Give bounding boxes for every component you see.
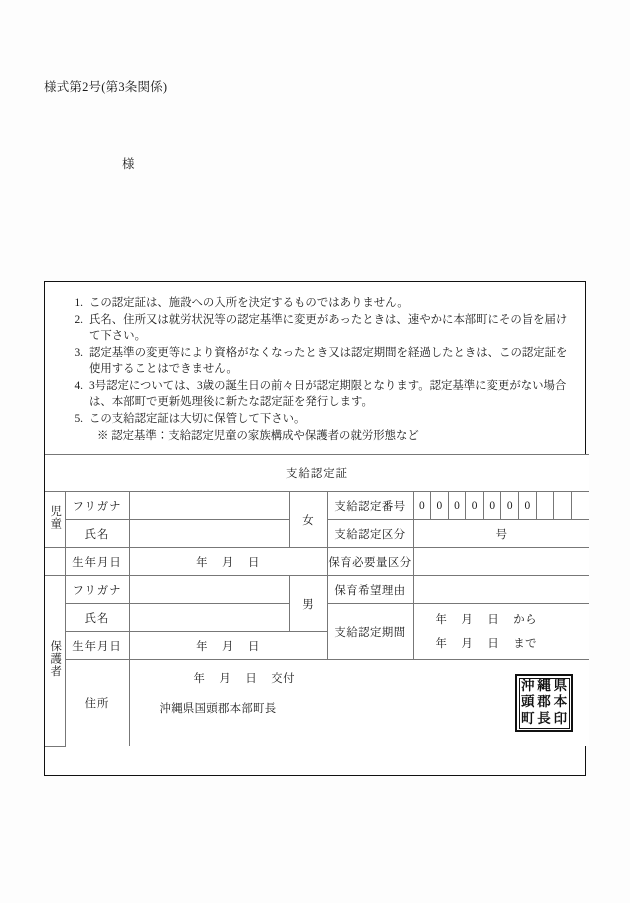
- cert-number-digit[interactable]: 0: [519, 492, 537, 520]
- child-section-spacer: [45, 548, 65, 576]
- child-name-value[interactable]: [129, 520, 289, 548]
- month-unit: 月: [461, 613, 474, 626]
- to-suffix: まで: [513, 637, 538, 650]
- guardian-birth-label: 生年月日: [65, 632, 129, 660]
- care-amount-value[interactable]: [413, 548, 589, 576]
- child-birth-value[interactable]: [129, 548, 327, 576]
- certificate-table: [45, 454, 589, 747]
- child-furigana-value[interactable]: [129, 492, 289, 520]
- year-unit: 年: [435, 613, 448, 626]
- child-birth-label: 生年月日: [65, 548, 129, 576]
- addressee-honorific: 様: [122, 157, 135, 171]
- cert-number-digit[interactable]: 0: [448, 492, 466, 520]
- table-title: 支給認定証: [45, 455, 589, 492]
- month-unit: 月: [222, 640, 234, 653]
- table-row: [45, 548, 589, 576]
- cert-class-label: 支給認定区分: [327, 520, 413, 548]
- table-row: [45, 660, 589, 747]
- guardian-address-label: 住所: [65, 660, 129, 747]
- notice-text: 氏名、住所又は就労状況等の認定基準に変更があったときは、速やかに本部町にその旨を届けて下さい。: [89, 313, 568, 342]
- cert-number-digit[interactable]: 0: [413, 492, 431, 520]
- issue-date: [194, 670, 296, 686]
- cert-period-value[interactable]: [413, 604, 589, 660]
- cert-period-label: 支給認定期間: [327, 604, 413, 660]
- cert-number-digit[interactable]: 0: [483, 492, 501, 520]
- cert-number-digit[interactable]: 0: [431, 492, 449, 520]
- cert-number-digit[interactable]: [571, 492, 589, 520]
- care-reason-value[interactable]: [413, 576, 589, 604]
- cert-period-to: [414, 632, 590, 656]
- seal-char: 縄: [537, 677, 551, 694]
- guardian-birth-value[interactable]: [129, 632, 327, 660]
- notice-text: この認定証は、施設への入所を決定するものではありません。: [89, 297, 409, 309]
- cert-number-label: 支給認定番号: [327, 492, 413, 520]
- issuer-block: [129, 660, 589, 747]
- table-title-row: [45, 455, 589, 492]
- guardian-section-label: 保護者: [45, 576, 65, 747]
- seal-char: 本: [553, 694, 568, 711]
- notice-footnote: ※ 認定基準：支給認定児童の家族構成や保護者の就労形態など: [97, 430, 419, 442]
- seal-char: 郡: [537, 694, 551, 711]
- cert-number-digit[interactable]: 0: [501, 492, 519, 520]
- guardian-name-value[interactable]: [129, 604, 289, 632]
- form-code: 様式第2号(第3条関係): [44, 80, 168, 94]
- guardian-name-label: 氏名: [65, 604, 129, 632]
- child-furigana-label: フリガナ: [65, 492, 129, 520]
- table-row: [45, 492, 589, 520]
- notice-item: [69, 312, 573, 345]
- year-unit: 年: [193, 673, 206, 685]
- year-unit: 年: [435, 637, 448, 650]
- guardian-gender: 男: [289, 576, 327, 632]
- year-unit: 年: [196, 640, 209, 653]
- day-unit: 日: [247, 556, 260, 569]
- notice-number: 3.: [74, 346, 83, 359]
- notice-item: [69, 411, 573, 428]
- cert-period-from: [414, 608, 590, 632]
- day-unit: 日: [247, 640, 260, 653]
- cert-number-digit[interactable]: [536, 492, 554, 520]
- table-row: [45, 576, 589, 604]
- seal-char: 頭: [520, 694, 535, 711]
- issuer-name: 沖縄県国頭郡本部町長: [159, 703, 277, 715]
- month-unit: 月: [461, 637, 474, 650]
- seal-char: 町: [520, 710, 535, 727]
- seal-char: 印: [553, 710, 568, 727]
- child-section-label: 児童: [45, 492, 65, 548]
- cert-class-value[interactable]: 号: [413, 520, 589, 548]
- from-suffix: から: [513, 613, 538, 626]
- certificate-frame: [44, 281, 586, 776]
- notice-text: 3号認定については、3歳の誕生日の前々日が認定期限となります。認定基準に変更がない場合は、本部町で更新処理後に新たな認定証を発行します。: [89, 379, 567, 408]
- issue-suffix: 交付: [271, 673, 296, 685]
- notice-number: 5.: [74, 412, 83, 425]
- seal-char: 長: [537, 710, 551, 727]
- month-unit: 月: [222, 556, 234, 569]
- official-seal-icon: [515, 674, 573, 732]
- day-unit: 日: [487, 613, 500, 626]
- seal-char: 沖: [520, 677, 535, 694]
- year-unit: 年: [196, 556, 209, 569]
- cert-number-digit[interactable]: 0: [466, 492, 484, 520]
- notice-item: [69, 378, 573, 411]
- cert-number-digit[interactable]: [554, 492, 572, 520]
- care-amount-label: 保育必要量区分: [327, 548, 413, 576]
- seal-char: 県: [553, 677, 568, 694]
- notice-text: この支給認定証は大切に保管して下さい。: [89, 412, 306, 425]
- child-gender: 女: [289, 492, 327, 548]
- notice-item: [69, 345, 573, 378]
- day-unit: 日: [245, 673, 258, 685]
- seal-characters: [519, 678, 570, 729]
- notice-item: [69, 295, 573, 312]
- day-unit: 日: [487, 637, 500, 650]
- notice-number: 1.: [74, 297, 83, 309]
- notice-list: [45, 282, 585, 454]
- care-reason-label: 保育希望理由: [327, 576, 413, 604]
- month-unit: 月: [219, 673, 232, 685]
- guardian-furigana-value[interactable]: [129, 576, 289, 604]
- notice-text: 認定基準の変更等により資格がなくなったとき又は認定期間を経過したときは、この認定証を使用することはできません。: [89, 346, 568, 375]
- notice-number: 4.: [74, 379, 83, 392]
- child-name-label: 氏名: [65, 520, 129, 548]
- notice-number: 2.: [74, 313, 83, 326]
- guardian-furigana-label: フリガナ: [65, 576, 129, 604]
